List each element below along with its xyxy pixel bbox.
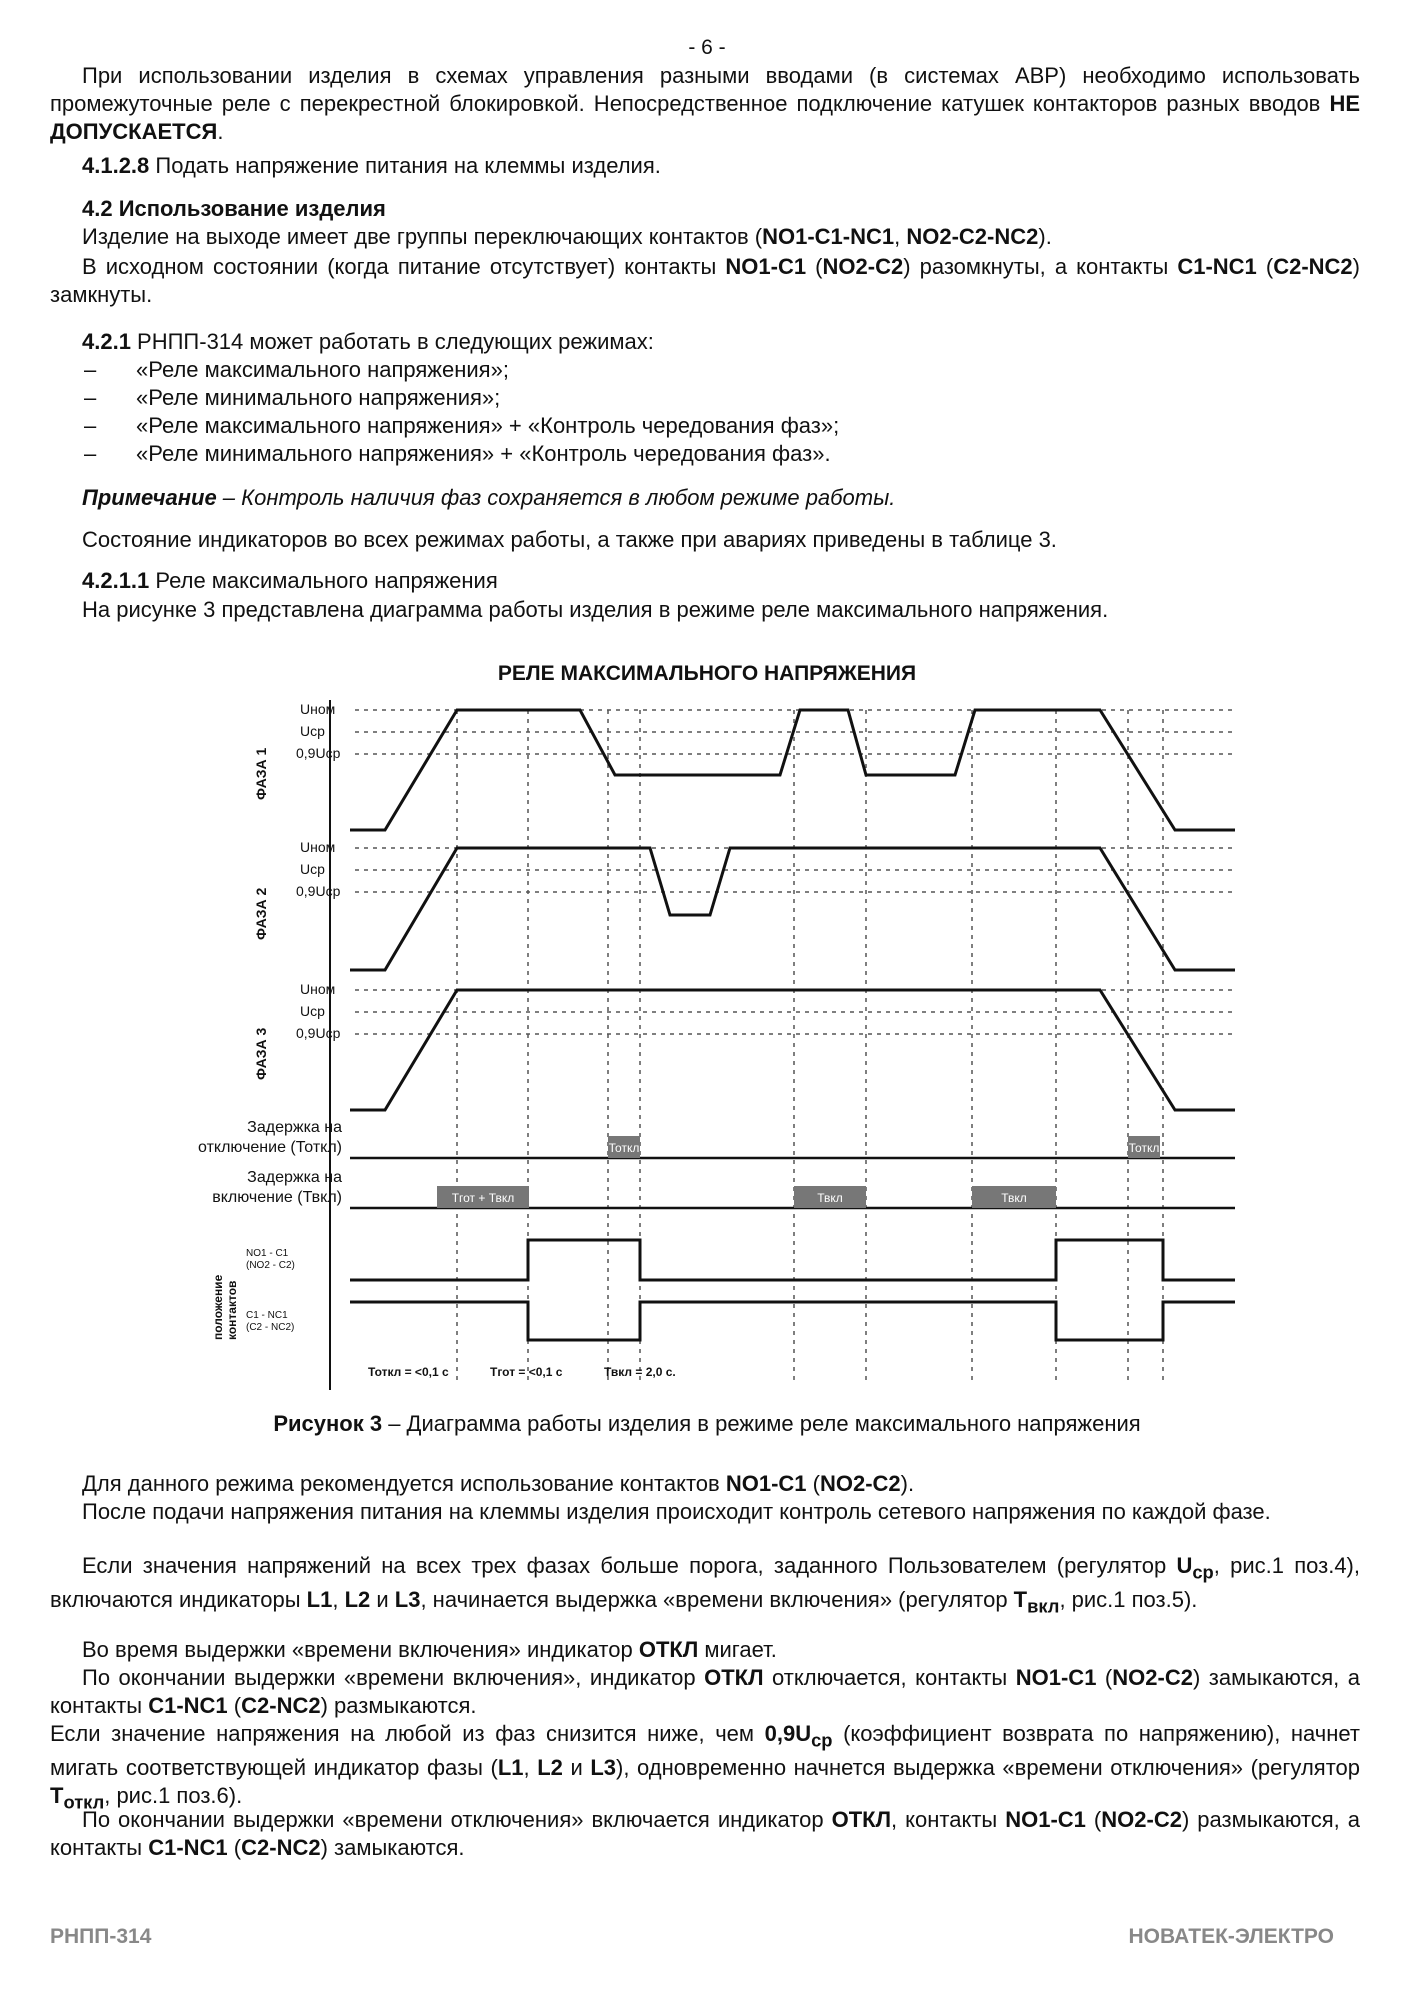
- timing-diagram: [0, 640, 1414, 1400]
- footer-left: РНПП-314: [50, 1925, 152, 1948]
- body-r7: По окончании выдержки «времени отключения» включается индикатор ОТКЛ, контакты NO1-C1 (NO2-C2) размыкаются, а контакты C1-NC1 (C2-NC2) замыкаются.: [50, 1807, 1360, 1860]
- delay-tag: Тгот + Твкл: [451, 1191, 515, 1205]
- indicators-text: Состояние индикаторов во всех режимах работы, а также при авариях приведены в таблице 3.: [82, 527, 1057, 552]
- mode-item: – «Реле максимального напряжения»;: [84, 356, 839, 384]
- timing-note: Тоткл = <0,1 с: [368, 1365, 449, 1379]
- level-label: Uср: [300, 723, 325, 739]
- section-4-2-1-1: 4.2.1.1 Реле максимального напряжения: [82, 568, 498, 593]
- delay-tag: Твкл: [1001, 1191, 1027, 1205]
- body-r3: Если значения напряжений на всех трех фазах больше порога, заданного Пользователем (регулятор $U_{ср}$, рис.1 поз.4), включаются индикаторы L1, L2 и L3, начинается выдержка «времени включения» (регулятор $T_{вкл}$, рис.1 поз.5).: [50, 1553, 1360, 1617]
- level-label: 0,9Uср: [296, 883, 341, 899]
- row-label: Задержка на: [247, 1169, 342, 1186]
- contact-label: (C2 - NC2): [246, 1322, 295, 1333]
- contact-label: (NO2 - C2): [246, 1260, 295, 1271]
- mode-list: [84, 356, 839, 468]
- body-r4: Во время выдержки «времени включения» индикатор ОТКЛ мигает.: [82, 1637, 777, 1662]
- body-r6: Если значение напряжения на любой из фаз снизится ниже, чем $0,9U_{ср}$ (коэффициент возврата по напряжению), начнет мигать соответствующей индикатор фазы (L1, L2 и L3), одновременно начнется выдержка «времени отключения» (регулятор $T_{откл}$, рис.1 поз.6).: [50, 1721, 1360, 1813]
- section-4-2-line1: Изделие на выходе имеет две группы переключающих контактов (NO1-C1-NC1, NO2-C2-NC2).: [82, 224, 1052, 249]
- mode-item: – «Реле максимального напряжения» + «Контроль чередования фаз»;: [84, 412, 839, 440]
- contact-label: C1 - NC1: [246, 1310, 288, 1321]
- footer-right: НОВАТЕК-ЭЛЕКТРО: [1128, 1925, 1334, 1948]
- row-label: включение (Твкл): [212, 1189, 342, 1206]
- intro-paragraph: При использовании изделия в схемах управления разными вводами (в системах АВР) необходимо использовать промежуточные реле с перекрестной блокировкой. Непосредственное подключение катушек контакторов разных вводов НЕ ДОПУСКАЕТСЯ.: [50, 63, 1360, 144]
- contact-label: NO1 - C1: [246, 1248, 289, 1259]
- row-label: Задержка на: [247, 1119, 342, 1136]
- section-4-2-title: 4.2 Использование изделия: [82, 196, 386, 221]
- timing-note: Твкл = 2,0 с.: [604, 1365, 676, 1379]
- delay-tag: Тоткл: [608, 1141, 640, 1155]
- phase-label: ФАЗА 3: [253, 1027, 269, 1080]
- section-4-2-1-1-text: На рисунке 3 представлена диаграмма работы изделия в режиме реле максимального напряжения.: [82, 597, 1109, 622]
- phase-label: ФАЗА 1: [253, 747, 269, 800]
- mode-item: – «Реле минимального напряжения» + «Контроль чередования фаз».: [84, 440, 839, 468]
- note: Примечание – Контроль наличия фаз сохраняется в любом режиме работы.: [82, 485, 896, 510]
- level-label: Uср: [300, 1003, 325, 1019]
- level-label: Uном: [300, 839, 336, 855]
- level-label: Uср: [300, 861, 325, 877]
- row-label: отключение (Тоткл): [198, 1139, 342, 1156]
- row-label: контактов: [225, 1280, 239, 1340]
- body-r1: Для данного режима рекомендуется использование контактов NO1-C1 (NO2-C2).: [82, 1471, 915, 1496]
- level-label: Uном: [300, 701, 336, 717]
- step-4-1-2-8: 4.1.2.8 Подать напряжение питания на клеммы изделия.: [82, 153, 661, 178]
- level-label: Uном: [300, 981, 336, 997]
- level-label: 0,9Uср: [296, 745, 341, 761]
- page-number: - 6 -: [688, 36, 726, 59]
- row-label: положение: [211, 1274, 225, 1340]
- delay-tag: Твкл: [817, 1191, 843, 1205]
- body-r2: После подачи напряжения питания на клеммы изделия происходит контроль сетевого напряжения по каждой фазе.: [82, 1499, 1271, 1524]
- diagram-title: РЕЛЕ МАКСИМАЛЬНОГО НАПРЯЖЕНИЯ: [497, 662, 917, 685]
- section-4-2-line2: В исходном состоянии (когда питание отсутствует) контакты NO1-C1 (NO2-C2) разомкнуты, а контакты C1-NC1 (C2-NC2) замкнуты.: [50, 254, 1360, 307]
- section-4-2-1: 4.2.1 РНПП-314 может работать в следующих режимах:: [82, 329, 654, 354]
- timing-note: Тгот = <0,1 с: [490, 1365, 563, 1379]
- phase-label: ФАЗА 2: [253, 887, 269, 940]
- delay-tag: Тоткл: [1128, 1141, 1160, 1155]
- figure-caption: Рисунок 3 – Диаграмма работы изделия в режиме реле максимального напряжения: [273, 1411, 1141, 1436]
- body-r5: По окончании выдержки «времени включения», индикатор ОТКЛ отключается, контакты NO1-C1 (NO2-C2) замыкаются, а контакты C1-NC1 (C2-NC2) размыкаются.: [50, 1665, 1360, 1718]
- mode-item: – «Реле минимального напряжения»;: [84, 384, 839, 412]
- level-label: 0,9Uср: [296, 1025, 341, 1041]
